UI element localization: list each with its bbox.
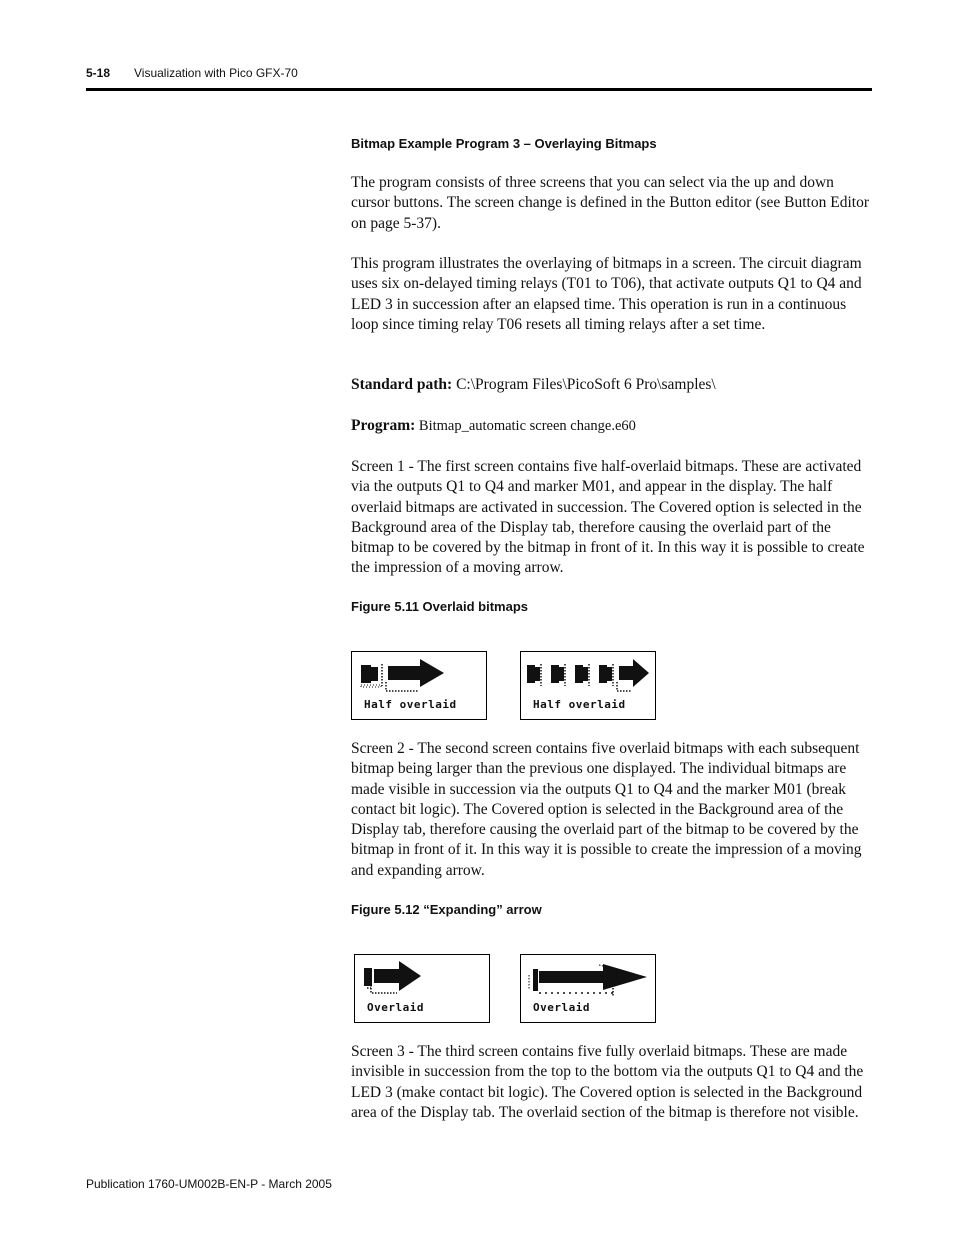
lcd-label-overlaid-a: Overlaid [367, 1001, 424, 1014]
paragraph-screen-2: Screen 2 - The second screen contains five overlaid bitmaps with each subsequent bitmap being larger than the previous one displayed. The individual bitmaps are made visible in succession via the outputs Q1 to Q4 and the marker M01 (break contact bit logic). The Covered option is selected in the Background area of the Display tab, therefore causing the overlaid part of the bitmap to be covered by the bitmap in front of it. In this way it is possible to create the impression of a moving and expanding arrow. [351, 740, 862, 879]
footer-publication: Publication 1760-UM002B-EN-P - March 2005 [86, 1177, 332, 1191]
lcd-screen-half-overlaid-a [351, 651, 487, 720]
lcd-label-half-overlaid-a: Half overlaid [364, 698, 457, 711]
program-label: Program: [351, 417, 416, 434]
standard-path-label: Standard path: [351, 376, 453, 393]
lcd-screen-overlaid-b [520, 954, 656, 1023]
lcd-screen-overlaid-a [354, 954, 490, 1023]
standard-path-value: C:\Program Files\PicoSoft 6 Pro\samples\ [452, 376, 716, 393]
paragraph-overview: This program illustrates the overlaying of bitmaps in a screen. The circuit diagram uses six on-delayed timing relays (T01 to T06), that activate outputs Q1 to Q4 and LED 3 in succession after an elapsed time. This operation is run in a continuous loop since timing relay T06 resets all timing relays after a set time. [351, 255, 862, 333]
paragraph-screen-3: Screen 3 - The third screen contains five fully overlaid bitmaps. These are made invisible in succession from the top to the bottom via the outputs Q1 to Q4 and the LED 3 (make contact bit logic). The Covered option is selected in the Background area of the Display tab. The overlaid section of the bitmap is therefore not visible. [351, 1043, 864, 1121]
paragraph-screen-1: Screen 1 - The first screen contains five half-overlaid bitmaps. These are activated via the outputs Q1 to Q4 and marker M01, and appear in the display. The half overlaid bitmaps are activated in succession. The Covered option is selected in the Background area of the Display tab, therefore causing the overlaid part of the bitmap to be covered by the bitmap in front of it. In this way it is possible to create the impression of a moving arrow. [351, 458, 865, 577]
lcd-label-half-overlaid-b: Half overlaid [533, 698, 626, 711]
program-line [351, 416, 871, 436]
header-rule [86, 88, 872, 91]
lcd-screen-half-overlaid-b [520, 651, 656, 720]
figure-512-caption: Figure 5.12 “Expanding” arrow [351, 902, 542, 917]
paragraph-intro: The program consists of three screens that you can select via the up and down cursor buttons. The screen change is defined in the Button editor (see Button Editor on page 5-37). [351, 174, 869, 232]
figure-511-caption: Figure 5.11 Overlaid bitmaps [351, 599, 529, 614]
header-page-number: 5-18 [86, 66, 111, 80]
lcd-label-overlaid-b: Overlaid [533, 1001, 590, 1014]
program-value: Bitmap_automatic screen change.e60 [415, 418, 636, 434]
section-heading: Bitmap Example Program 3 – Overlaying Bitmaps [351, 136, 657, 151]
header-chapter-title: Visualization with Pico GFX-70 [134, 66, 298, 80]
standard-path-line [351, 375, 871, 395]
